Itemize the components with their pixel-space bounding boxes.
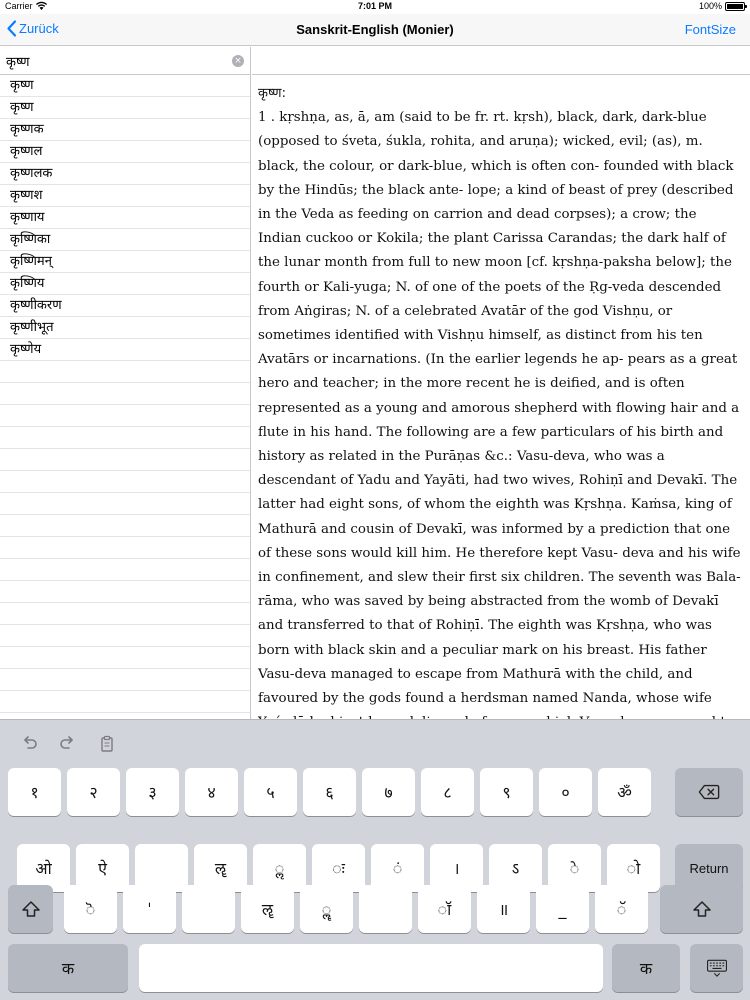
- key[interactable]: ॡ: [241, 885, 294, 933]
- key[interactable]: _: [536, 885, 589, 933]
- keyboard-toolbar: [0, 720, 750, 767]
- word-list-item[interactable]: कृष्णश: [0, 185, 250, 207]
- keyboard-hide-icon: [706, 959, 728, 977]
- on-screen-keyboard: [0, 719, 750, 1000]
- empty-list-row: [0, 493, 250, 515]
- empty-list-row: [0, 581, 250, 603]
- key[interactable]: ऽ: [489, 844, 542, 892]
- battery-percent: 100%: [698, 1, 722, 11]
- layout-key-left[interactable]: क: [8, 944, 128, 992]
- search-bar: [0, 47, 250, 75]
- key[interactable]: ८: [421, 768, 474, 816]
- hide-keyboard-key[interactable]: [690, 944, 743, 992]
- search-input[interactable]: [0, 47, 251, 75]
- paste-icon[interactable]: [97, 734, 117, 754]
- key[interactable]: ॆ: [64, 885, 117, 933]
- empty-list-row: [0, 691, 250, 713]
- key[interactable]: २: [67, 768, 120, 816]
- key[interactable]: ३: [126, 768, 179, 816]
- status-time: 7:01 PM: [357, 1, 392, 11]
- key[interactable]: ॣ: [300, 885, 353, 933]
- key[interactable]: ो: [607, 844, 660, 892]
- empty-list-row: [0, 515, 250, 537]
- battery-icon: [725, 2, 745, 11]
- empty-list-row: [0, 625, 250, 647]
- empty-list-row: [0, 383, 250, 405]
- key[interactable]: े: [548, 844, 601, 892]
- word-list-item[interactable]: कृष्णीभूत: [0, 317, 250, 339]
- key[interactable]: ०: [539, 768, 592, 816]
- page-title: Sanskrit-English (Monier): [296, 22, 454, 37]
- empty-list-row: [0, 669, 250, 691]
- status-right: [699, 1, 745, 11]
- key[interactable]: ं: [371, 844, 424, 892]
- fontsize-button[interactable]: FontSize: [684, 22, 736, 37]
- return-key[interactable]: Return: [675, 844, 743, 892]
- redo-icon[interactable]: [58, 734, 78, 754]
- word-list-item[interactable]: कृष्णीकरण: [0, 295, 250, 317]
- empty-list-row: [0, 537, 250, 559]
- word-list-item[interactable]: कृष्णेय: [0, 339, 250, 361]
- entry-header-bar: [252, 47, 750, 75]
- word-list-item[interactable]: कृष्णिका: [0, 229, 250, 251]
- status-bar: [0, 0, 750, 14]
- key[interactable]: ॅ: [595, 885, 648, 933]
- key[interactable]: ॉ: [418, 885, 471, 933]
- shift-icon: [20, 900, 42, 918]
- empty-list-row: [0, 361, 250, 383]
- key[interactable]: ४: [185, 768, 238, 816]
- empty-list-row: [0, 559, 250, 581]
- key[interactable]: ॥: [477, 885, 530, 933]
- word-list-item[interactable]: कृष्ण: [0, 75, 250, 97]
- key[interactable]: ।: [430, 844, 483, 892]
- key[interactable]: ॐ: [598, 768, 651, 816]
- word-list-item[interactable]: कृष्णाय: [0, 207, 250, 229]
- word-list-item[interactable]: कृष्णलक: [0, 163, 250, 185]
- key[interactable]: [182, 885, 235, 933]
- carrier-label: Carrier: [5, 1, 33, 11]
- shift-key-left[interactable]: [8, 885, 53, 933]
- key[interactable]: [359, 885, 412, 933]
- word-list-item[interactable]: कृष्णल: [0, 141, 250, 163]
- empty-list-row: [0, 427, 250, 449]
- word-list-pane: [0, 47, 251, 719]
- word-list-item[interactable]: कृष्ण: [0, 97, 250, 119]
- word-list: [0, 75, 250, 713]
- empty-list-row: [0, 603, 250, 625]
- empty-list-row: [0, 647, 250, 669]
- key[interactable]: ॡ: [194, 844, 247, 892]
- entry-headword: कृष्ण:: [258, 86, 286, 101]
- entry-text: 1 . kṛshṇa, as, ā, am (said to be fr. rt. kṛsh), black, dark, dark-blue (opposed to śveta, śukla, rohita, and aruṇa); wicked, evil; (as), m. black, the colour, or dark-blue, which is often con- founded with black by the Hindūs; the black ante- lope; a kind of beast of prey (described in the Veda as feeding on carrion and dead corpses); a crow; the Indian cuckoo or Kokila; the plant Carissa Carandas; the dark half of the lunar month from full to new moon [cf. kṛshṇa-paksha below]; the fourth or Kali-yuga; N. of one of the poets of the Ṛg-veda descended from Aṅgiras; N. of a celebrated Avatār of the god Vishṇu, or sometimes identified with Vishṇu himself, as distinct from his ten Avatārs or incarnations. (In the earlier legends he ap- pears as a great hero and teacher; in the more recent he is deified, and is often represented as a young and amorous shepherd with flowing hair and a flute in his hand. The following are a few particulars of his birth and history as related in the Purāṇas &c.: Vasu-deva, who was a descendant of Yadu and Yayāti, had two wives, Rohiṇī and Devakī. The latter had eight sons, of whom the eighth was Kṛshṇa. Kaṁsa, king of Mathurā and cousin of Devakī, was informed by a prediction that one of these sons would kill him. He therefore kept Vasu- deva and his wife in confinement, and slew their first six children. The seventh was Bala-rāma, who was saved by being abstracted from the womb of Devakī and transferred to that of Rohiṇī. The eighth was Kṛshṇa, who was born with black skin and a peculiar mark on his breast. His father Vasu-deva managed to escape from Mathurā with the child, and favoured by the gods found a herdsman named Nanda, whose wife: [258, 110, 741, 707]
- word-list-item[interactable]: कृष्णिय: [0, 273, 250, 295]
- back-button-label: Zurück: [19, 21, 59, 36]
- undo-icon[interactable]: [19, 734, 39, 754]
- key[interactable]: ऐ: [76, 844, 129, 892]
- empty-list-row: [0, 405, 250, 427]
- dictionary-entry: [258, 82, 744, 719]
- key[interactable]: ९: [480, 768, 533, 816]
- key[interactable]: ˈ: [123, 885, 176, 933]
- empty-list-row: [0, 449, 250, 471]
- navigation-bar: [0, 14, 750, 46]
- key[interactable]: ओ: [17, 844, 70, 892]
- key[interactable]: ५: [244, 768, 297, 816]
- key[interactable]: ६: [303, 768, 356, 816]
- shift-key-right[interactable]: [660, 885, 743, 933]
- space-key[interactable]: [139, 944, 603, 992]
- word-list-item[interactable]: कृष्णक: [0, 119, 250, 141]
- key[interactable]: १: [8, 768, 61, 816]
- clear-search-icon[interactable]: ×: [232, 55, 244, 67]
- layout-key-right[interactable]: क: [612, 944, 680, 992]
- backspace-icon: [698, 783, 720, 801]
- key[interactable]: ॢ: [253, 844, 306, 892]
- key[interactable]: ः: [312, 844, 365, 892]
- delete-key[interactable]: [675, 768, 743, 816]
- word-list-item[interactable]: कृष्णिमन्: [0, 251, 250, 273]
- empty-list-row: [0, 471, 250, 493]
- shift-icon: [691, 900, 713, 918]
- key[interactable]: ७: [362, 768, 415, 816]
